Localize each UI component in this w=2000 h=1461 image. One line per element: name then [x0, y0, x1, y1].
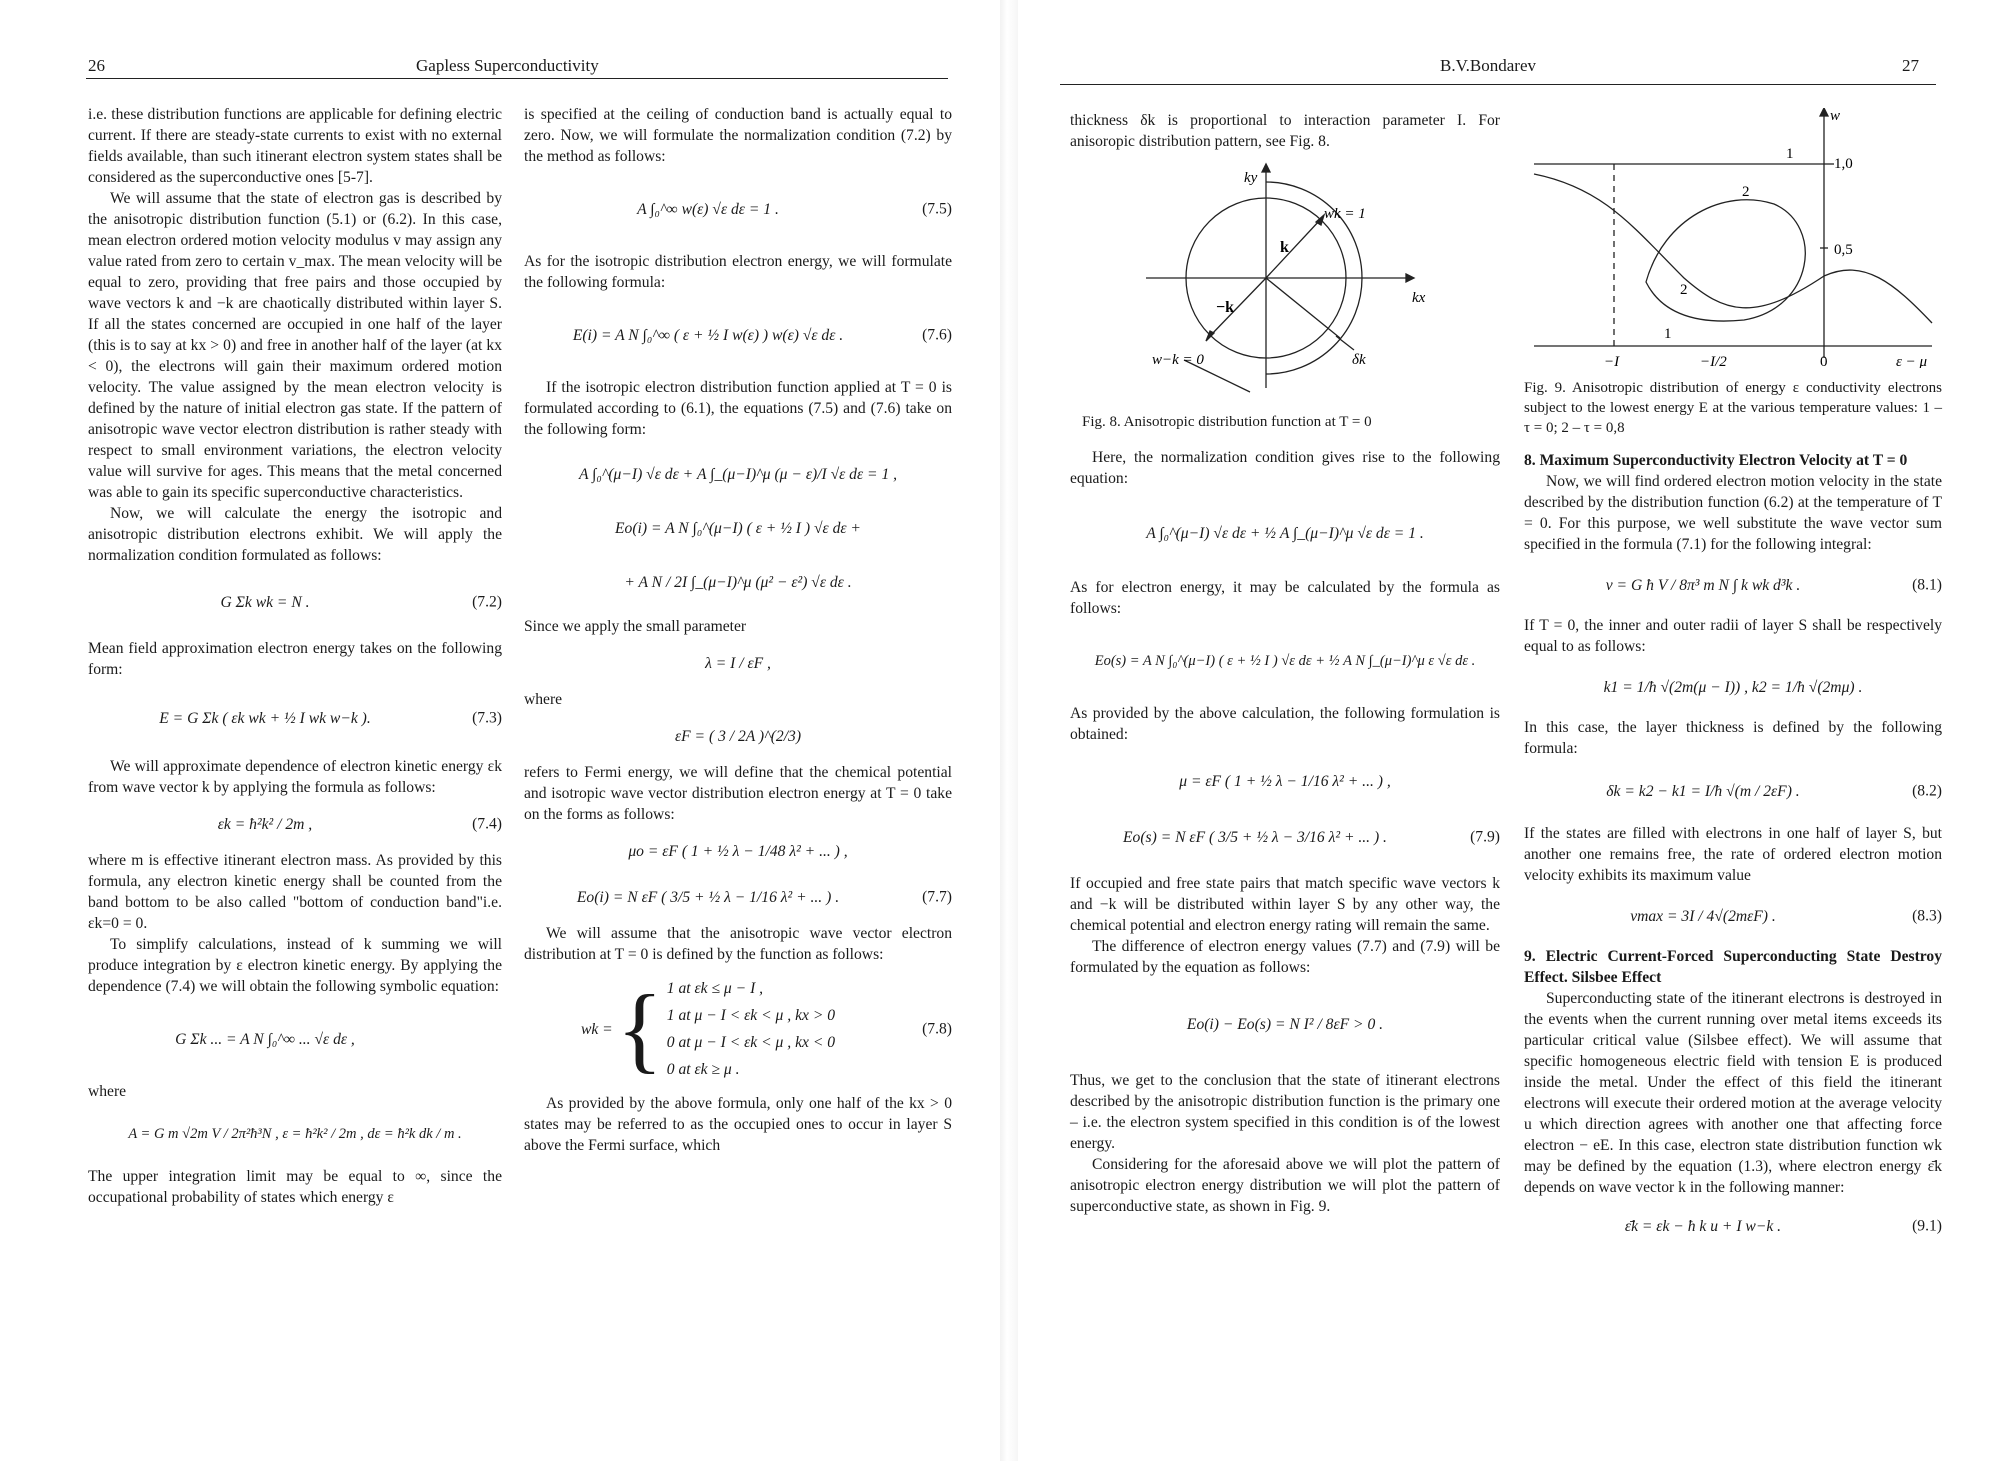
- paragraph: If the isotropic electron distribution function applied at T = 0 is formulated according to (6.1), the equations (7.5) and (7.6) take on the following form:: [524, 379, 952, 438]
- right-page: [1000, 0, 2000, 1461]
- case-row: 1 at μ − I < εk < μ , kx > 0: [666, 1007, 836, 1024]
- fig9-tick-0-5: 0,5: [1834, 242, 1853, 258]
- paragraph: Here, the normalization condition gives rise to the following equation:: [1070, 449, 1500, 487]
- paragraph: refers to Fermi energy, we will define that the chemical potential and isotropic wave vector distribution electron energy at T = 0 take on the forms as follows:: [524, 764, 952, 823]
- equation-mu-anisotropic: μ = εF ( 1 + ½ λ − 1/16 λ² + ... ) ,: [1179, 772, 1391, 790]
- equation-isotropic-energy-a: Eo(i) = A N ∫₀^(μ−I) ( ε + ½ I ) √ε dε +: [615, 519, 861, 537]
- paragraph: thickness δk is proportional to interaction parameter I. For anisoropic distribution pattern, see Fig. 8.: [1070, 112, 1500, 150]
- paragraph: If the states are filled with electrons in one half of layer S, but another one remains free, the rate of ordered electron motion velocity exhibits its maximum value: [1524, 825, 1942, 884]
- fig9-tick-1-0: 1,0: [1834, 156, 1853, 172]
- case-row: 0 at εk ≥ μ .: [666, 1061, 740, 1078]
- equation-number: (8.1): [1912, 576, 1942, 594]
- equation-7-3: E = G Σk ( εk wk + ½ I wk w−k ). (7.3): [159, 709, 502, 727]
- equation-fermi-energy: εF = ( 3 / 2A )^(2/3): [674, 727, 802, 745]
- right-header-rule: [1060, 84, 1936, 85]
- equation-7-8: [524, 975, 952, 1083]
- left-page-number: 26: [88, 56, 105, 75]
- figure-9: [1524, 108, 1942, 438]
- equation-mu-isotropic: μo = εF ( 1 + ½ λ − 1/48 λ² + ... ) ,: [628, 842, 848, 860]
- equation-number: (9.1): [1912, 1217, 1942, 1235]
- fig8-k-label: k: [1280, 239, 1289, 256]
- right-column-2: [1524, 108, 1942, 1254]
- paragraph: Now, we will find ordered electron motion velocity in the state described by the distribution function (6.2) at the temperature of T = 0. For this purpose, we well substitute the wave vector sum specified in the formula (7.1) for the following integral:: [1524, 473, 1942, 553]
- fig8-ky-label: ky: [1244, 170, 1258, 186]
- equation-A-definition: A = G m √2m V / 2π²ħ³N , ε = ħ²k² / 2m , dε = ħ²k dk / m .: [128, 1125, 462, 1142]
- equation-number: (7.8): [922, 1020, 952, 1038]
- paragraph: Considering for the aforesaid above we will plot the pattern of anisotropic electron energy distribution we will plot the pattern of superconductive state, as shown in Fig. 9.: [1070, 1156, 1500, 1215]
- paragraph: where: [524, 691, 563, 708]
- equation-number: (7.2): [472, 593, 502, 611]
- paragraph: Now, we will calculate the energy the isotropic and anisotropic distribution electrons exhibit. We will apply the normalization condition formulated as follows:: [88, 505, 502, 564]
- equation-isotropic-norm: A ∫₀^(μ−I) √ε dε + A ∫_(μ−I)^μ (μ − ε)/I √ε dε = 1 ,: [578, 465, 898, 483]
- right-running-head: B.V.Bondarev: [1440, 56, 1537, 75]
- equation-7-7: Eo(i) = N εF ( 3/5 + ½ λ − 1/16 λ² + ... ) . (7.7): [576, 888, 952, 906]
- equation-7-4: εk = ħ²k² / 2m , (7.4): [217, 815, 502, 833]
- equation-number: (8.2): [1912, 782, 1942, 800]
- section-8-title: 8. Maximum Superconductivity Electron Velocity at T = 0: [1524, 452, 1908, 469]
- equation-number: (8.3): [1912, 907, 1942, 925]
- right-page-number: 27: [1902, 56, 1919, 75]
- left-header-rule: [86, 78, 948, 79]
- fig9-x-tick-minus-I: −I: [1604, 354, 1620, 368]
- paragraph: As for electron energy, it may be calculated by the formula as follows:: [1070, 579, 1500, 617]
- equation-isotropic-energy-b: + A N / 2I ∫_(μ−I)^μ (μ² − ε²) √ε dε .: [624, 573, 852, 591]
- fig9-curve-1b-label: 1: [1664, 326, 1672, 342]
- equation-number: (7.5): [922, 200, 952, 218]
- paragraph: i.e. these distribution functions are applicable for defining electric current. If there are steady-state currents to exist with no external fields available, than such itinerant electron system states shall be considered as the superconductive ones [5-7].: [88, 106, 502, 186]
- paragraph: In this case, the layer thickness is defined by the following formula:: [1524, 719, 1942, 757]
- fig8-dk-label: δk: [1352, 352, 1366, 368]
- fig9-x-tick-minus-I-half: −I/2: [1700, 354, 1727, 368]
- paragraph: As for the isotropic distribution electron energy, we will formulate the following formula:: [524, 253, 952, 291]
- paragraph: If occupied and free state pairs that match specific wave vectors k and −k will be distributed within layer S by any other way, the chemical potential and electron energy rating will remain the same.: [1070, 875, 1500, 934]
- equation-7-2: G Σk wk = N . (7.2): [220, 593, 502, 611]
- paragraph: Thus, we get to the conclusion that the state of itinerant electrons described by the anisotropic distribution function is the primary one – i.e. the electron system specified in this condition is of the lowest energy.: [1070, 1072, 1500, 1152]
- right-column-1: [1070, 110, 1500, 1217]
- case-row: 0 at μ − I < εk < μ , kx < 0: [666, 1034, 836, 1051]
- left-running-head: Gapless Superconductivity: [416, 56, 599, 75]
- fig9-x-tick-zero: 0: [1820, 354, 1828, 368]
- equation-number: (7.9): [1470, 828, 1500, 846]
- equation-anisotropic-norm: A ∫₀^(μ−I) √ε dε + ½ A ∫_(μ−I)^μ √ε dε = 1 .: [1146, 524, 1424, 542]
- equation-7-5: A ∫₀^∞ w(ε) √ε dε = 1 . (7.5): [637, 200, 952, 218]
- equation-number: (7.3): [472, 709, 502, 727]
- equation-9-1: ε̄k = εk − ħ k u + I w−k . (9.1): [1624, 1217, 1942, 1235]
- equation-number: (7.6): [922, 326, 952, 344]
- fig9-curve-1-label: 1: [1786, 146, 1794, 162]
- equation-8-3: vmax = 3I / 4√(2mεF) . (8.3): [1630, 907, 1942, 925]
- paragraph: We will assume that the state of electron gas is described by the anisotropic distribution function (5.1) or (6.2). In this case, mean electron ordered motion velocity modulus v may assign any value rated from zero to certain v_max. The mean velocity will be equal to zero, providing that free pairs and those occupied by wave vectors k and −k are chaotically distributed within layer S. If all the states concerned are occupied in one half of the layer (this is to say at kx > 0) and free in another half of the layer (at kx < 0), the electrons will gain their maximum ordered motion velocity. The value assigned by the mean electron velocity is defined by the nature of initial electron gas state. If the pattern of anisotropic wave vector electron distribution is rather steady with respect to small environment variations, the electron velocity value will survive for ages. This means that the metal concerned was able to gain its specific superconductive characteristics.: [88, 190, 502, 501]
- paragraph: If T = 0, the inner and outer radii of layer S shall be respectively equal to as follows:: [1524, 617, 1942, 655]
- equation-8-1: v = G ħ V / 8π³ m N ∫ k wk d³k . (8.1): [1605, 576, 1942, 594]
- left-column-1: [88, 104, 502, 1208]
- equation-7-9: Eo(s) = N εF ( 3/5 + ½ λ − 3/16 λ² + ... ) . (7.9): [1123, 828, 1500, 846]
- paragraph: Since we apply the small parameter: [524, 618, 747, 635]
- equation-symbolic: G Σk ... = A N ∫₀^∞ ... √ε dε ,: [175, 1030, 355, 1048]
- paragraph: where m is effective itinerant electron mass. As provided by this formula, any electron kinetic energy shall be counted from the band bottom to be also called "bottom of conduction band"i.e. εk=0 = 0.: [88, 852, 502, 932]
- paragraph: where: [88, 1083, 127, 1100]
- paragraph: Mean field approximation electron energy takes on the following form:: [88, 640, 502, 678]
- paragraph: We will approximate dependence of electron kinetic energy εk from wave vector k by applying the formula as follows:: [88, 758, 502, 796]
- equation-energy-difference: Eo(i) − Eo(s) = N I² / 8εF > 0 .: [1186, 1015, 1384, 1033]
- paragraph: To simplify calculations, instead of k summing we will produce integration by ε electron kinetic energy. By applying the dependence (7.4) we will obtain the following symbolic equation:: [88, 936, 502, 995]
- paragraph: is specified at the ceiling of conduction band is actually equal to zero. Now, we will formulate the normalization condition (7.2) by the method as follows:: [524, 106, 952, 165]
- cases-list: [667, 975, 835, 1083]
- fig9-w-label: w: [1830, 108, 1841, 124]
- fig8-w1-label: wk = 1: [1324, 206, 1366, 222]
- fig8-kx-label: kx: [1412, 290, 1426, 306]
- fig9-x-axis-label: ε − μ: [1896, 354, 1928, 368]
- equation-anisotropic-energy: Eo(s) = A N ∫₀^(μ−I) ( ε + ½ I ) √ε dε + ½ A N ∫_(μ−I)^μ ε √ε dε .: [1094, 652, 1476, 669]
- equation-7-6: E(i) = A N ∫₀^∞ ( ε + ½ I w(ε) ) w(ε) √ε dε . (7.6): [572, 326, 952, 344]
- equation-number: (7.7): [922, 888, 952, 906]
- left-column-2: [524, 104, 952, 1156]
- cases-lhs: wk =: [580, 1020, 613, 1038]
- equation-number: (7.4): [472, 815, 502, 833]
- cases-brace: {: [616, 975, 663, 1082]
- figure-9-caption: Fig. 9. Anisotropic distribution of energy ε conductivity electrons subject to the lowest energy E at the various temperature values: 1 – τ = 0; 2 – τ = 0,8: [1524, 380, 1942, 436]
- section-9-title: 9. Electric Current-Forced Superconducting State Destroy Effect. Silsbee Effect: [1524, 948, 1942, 986]
- paragraph: The difference of electron energy values (7.7) and (7.9) will be formulated by the equation as follows:: [1070, 938, 1500, 976]
- figure-8-diagram: [1070, 160, 1500, 400]
- paragraph: The upper integration limit may be equal to ∞, since the occupational probability of states which energy ε: [88, 1168, 502, 1206]
- equation-radii: k1 = 1/ħ √(2m(μ − I)) , k2 = 1/ħ √(2mμ) .: [1603, 678, 1863, 696]
- fig9-curve-2-label: 2: [1742, 184, 1750, 200]
- figure-8-caption: Fig. 8. Anisotropic distribution function at T = 0: [1082, 414, 1372, 430]
- fig9-curve-2b-label: 2: [1680, 282, 1688, 298]
- equation-8-2: δk = k2 − k1 = I/ħ √(m / 2εF) . (8.2): [1606, 782, 1942, 800]
- paragraph: We will assume that the anisotropic wave vector electron distribution at T = 0 is defined by the function as follows:: [524, 925, 952, 963]
- figure-8: [1070, 160, 1500, 433]
- fig8-minus-k-label: −k: [1216, 299, 1235, 316]
- equation-lambda: λ = I / εF ,: [705, 654, 771, 672]
- case-row: 1 at εk ≤ μ − I ,: [666, 980, 764, 997]
- fig8-w0-label: w−k = 0: [1152, 352, 1204, 368]
- paragraph: As provided by the above calculation, the following formulation is obtained:: [1070, 705, 1500, 743]
- paragraph: As provided by the above formula, only one half of the kx > 0 states may be referred to as the occupied ones to occur in layer S above the Fermi surface, which: [524, 1095, 952, 1154]
- paragraph: Superconducting state of the itinerant electrons is destroyed in the events when the current running over metal items exceeds its particular critical value (Silsbee effect). We will assume that specific homogeneous electric field with tension E is produced inside the metal. Under the effect of this field the itinerant electrons will execute their ordered motion at the average velocity u which direction agrees with another one that affecting force electron − eE. In this case, electron state distribution function wk may be defined by the equation (1.3), where electron energy ε̄k depends on wave vector k in the following manner:: [1524, 990, 1942, 1196]
- figure-9-diagram: [1524, 108, 1942, 368]
